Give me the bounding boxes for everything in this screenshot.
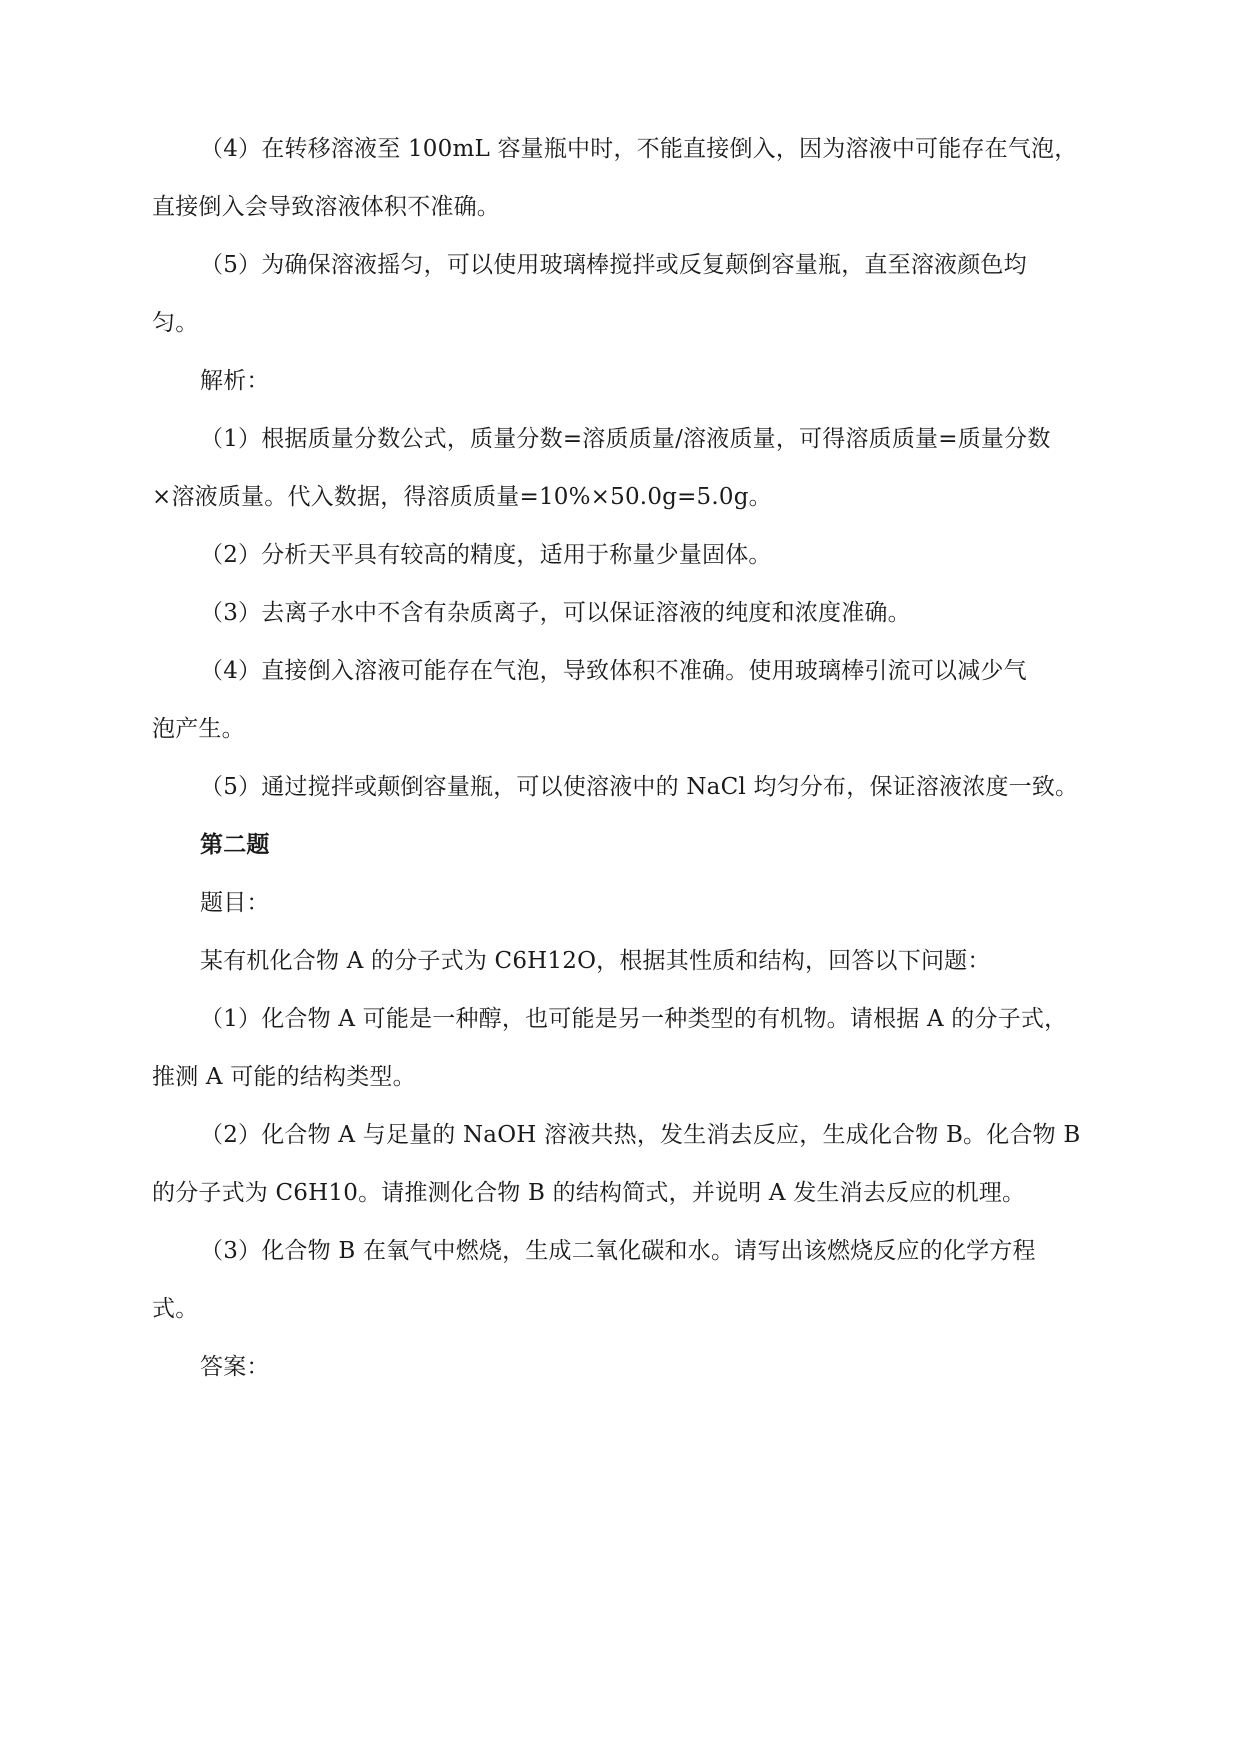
- section-label: 题目：: [200, 890, 270, 916]
- section-label: 解析：: [200, 368, 270, 394]
- paragraph-line: 推测 A 可能的结构类型。: [152, 1064, 416, 1090]
- paragraph-line: 直接倒入会导致溶液体积不准确。: [152, 194, 500, 220]
- paragraph-line: 匀。: [152, 310, 199, 336]
- paragraph-line: （1）化合物 A 可能是一种醇，也可能是另一种类型的有机物。请根据 A 的分子式，: [200, 1006, 1068, 1032]
- section-label: 答案：: [200, 1354, 270, 1380]
- paragraph-line: （1）根据质量分数公式，质量分数=溶质质量/溶液质量，可得溶质质量=质量分数: [200, 426, 1051, 452]
- paragraph-line: （4）在转移溶液至 100mL 容量瓶中时，不能直接倒入，因为溶液中可能存在气泡，: [200, 136, 1078, 162]
- paragraph-line: （5）通过搅拌或颠倒容量瓶，可以使溶液中的 NaCl 均匀分布，保证溶液浓度一致。: [200, 774, 1079, 800]
- paragraph-line: （2）化合物 A 与足量的 NaOH 溶液共热，发生消去反应，生成化合物 B。化合物 B: [200, 1122, 1081, 1148]
- paragraph-line: 泡产生。: [152, 716, 245, 742]
- paragraph-line: （4）直接倒入溶液可能存在气泡，导致体积不准确。使用玻璃棒引流可以减少气: [200, 658, 1027, 684]
- paragraph-line: 某有机化合物 A 的分子式为 C6H12O，根据其性质和结构，回答以下问题：: [200, 948, 991, 974]
- paragraph-line: （5）为确保溶液摇匀，可以使用玻璃棒搅拌或反复颠倒容量瓶，直至溶液颜色均: [200, 252, 1027, 278]
- paragraph-line: （2）分析天平具有较高的精度，适用于称量少量固体。: [200, 542, 772, 568]
- paragraph-line: 式。: [152, 1296, 199, 1322]
- paragraph-line: ×溶液质量。代入数据，得溶质质量=10%×50.0g=5.0g。: [152, 484, 772, 510]
- paragraph-line: 的分子式为 C6H10。请推测化合物 B 的结构简式，并说明 A 发生消去反应的机理。: [152, 1180, 1026, 1206]
- paragraph-line: （3）化合物 B 在氧气中燃烧，生成二氧化碳和水。请写出该燃烧反应的化学方程: [200, 1238, 1036, 1264]
- question-heading: 第二题: [200, 832, 270, 858]
- paragraph-line: （3）去离子水中不含有杂质离子，可以保证溶液的纯度和浓度准确。: [200, 600, 911, 626]
